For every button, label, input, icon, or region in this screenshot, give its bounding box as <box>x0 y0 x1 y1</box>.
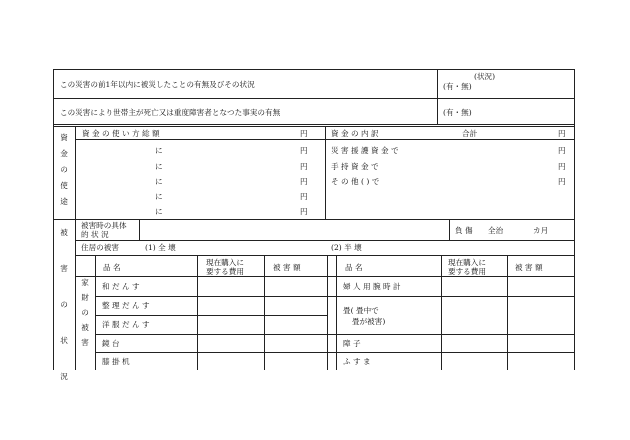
use-row-1-yen: 円 <box>300 146 308 155</box>
use-row-5: に <box>155 207 163 216</box>
use-row-2-yen: 円 <box>300 162 308 171</box>
use-row-3: に <box>155 177 163 186</box>
head-of-household-choice[interactable]: (有・無) <box>443 108 472 117</box>
use-row-4-yen: 円 <box>300 192 308 201</box>
use-row-4: に <box>155 192 163 201</box>
half-collapse-option[interactable]: (2) 半 壊 <box>331 243 362 252</box>
funds-total-header: 資 金 の 使 い 方 総 額 <box>82 129 160 138</box>
prior-disaster-choice[interactable]: (有・無) <box>443 82 472 91</box>
breakdown-own-fund-yen: 円 <box>558 162 566 171</box>
injury-label: 負 傷 <box>455 226 473 235</box>
left-col-cost-header-1: 現在購入に <box>206 258 244 267</box>
right-col-cost-header-2: 要する費用 <box>448 267 486 276</box>
breakdown-other: そ の 他 ( ) で <box>331 177 380 186</box>
right-col-amount-header: 被 害 額 <box>515 263 543 272</box>
left-item-dresser: 鏡 台 <box>102 339 120 348</box>
breakdown-header: 資 金 の 内 訳 <box>331 129 379 138</box>
prior-disaster-status-label: (状況) <box>474 72 496 81</box>
left-item-storage-chest: 整 理 だ ん す <box>102 301 150 310</box>
funds-total-yen: 円 <box>300 129 308 138</box>
breakdown-total-yen: 円 <box>558 129 566 138</box>
recovery-label: 全治 <box>488 226 504 235</box>
total-collapse-option[interactable]: (1) 全 壊 <box>145 243 176 252</box>
situation-label-line-1: 被害時の具体 <box>81 221 127 230</box>
head-of-household-label: この災害により世帯主が死亡又は重度障害者となつた事実の有無 <box>60 108 281 117</box>
breakdown-relief-fund-yen: 円 <box>558 146 566 155</box>
left-col-amount-header: 被 害 額 <box>273 263 301 272</box>
breakdown-own-fund: 手 持 資 金 で <box>331 162 379 171</box>
right-col-cost-header-1: 現在購入に <box>448 258 486 267</box>
use-row-3-yen: 円 <box>300 177 308 186</box>
right-item-tatami-line-2: 畳が被害) <box>352 317 386 326</box>
use-row-2: に <box>155 162 163 171</box>
left-item-wardrobe: 洋 服 だ ん す <box>102 320 150 329</box>
use-row-5-yen: 円 <box>300 207 308 216</box>
breakdown-total-label: 合計 <box>462 129 478 138</box>
situation-label-line-2: 的 状 況 <box>81 230 109 239</box>
use-row-1: に <box>155 146 163 155</box>
breakdown-relief-fund: 災 害 援 護 資 金 で <box>331 146 399 155</box>
left-col-item-header: 品 名 <box>103 263 121 272</box>
house-damage-label: 住居の被害 <box>81 243 119 252</box>
right-item-shoji: 障 子 <box>343 339 361 348</box>
left-item-japanese-chest: 和 だ ん す <box>102 282 140 291</box>
right-col-item-header: 品 名 <box>345 263 363 272</box>
right-item-ladies-watch: 婦 人 用 腕 時 計 <box>343 282 401 291</box>
household-goods-label: 家 財 の 被 害 <box>81 278 89 347</box>
funds-side-label: 資 金 の 使 途 <box>60 133 68 206</box>
months-label: カ月 <box>533 226 549 235</box>
left-item-low-desk: 膝 掛 机 <box>102 357 130 366</box>
right-item-tatami-line-1: 畳( 畳中で <box>343 306 379 315</box>
right-item-fusuma: ふ す ま <box>343 357 371 366</box>
breakdown-other-yen: 円 <box>558 177 566 186</box>
damage-side-label: 被 害 の 状 況 <box>60 228 68 381</box>
prior-disaster-label: この災害の前1年以内に被災したことの有無及びその状況 <box>60 80 255 89</box>
left-col-cost-header-2: 要する費用 <box>206 267 244 276</box>
